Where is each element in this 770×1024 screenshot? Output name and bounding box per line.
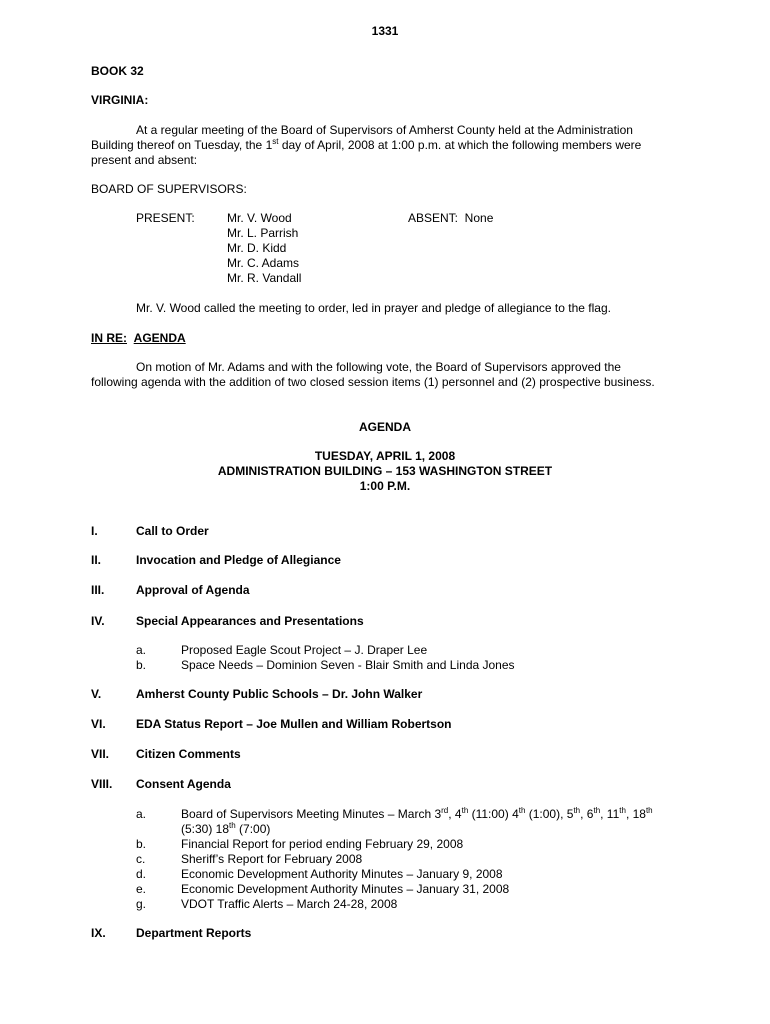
minutes-text: , 4 bbox=[448, 807, 462, 821]
sub-item-text: Sheriff’s Report for February 2008 bbox=[181, 852, 363, 866]
ordinal-sup: th bbox=[573, 806, 581, 815]
book-label: BOOK 32 bbox=[91, 64, 144, 78]
ordinal-sup: th bbox=[229, 821, 236, 830]
intro-text-2: day of April, 2008 at 1:00 p.m. at which the following members were present and absent: bbox=[91, 138, 642, 167]
ordinal-sup: th bbox=[645, 806, 653, 815]
in-re-heading bbox=[91, 331, 186, 346]
state-label: VIRGINIA: bbox=[91, 93, 149, 107]
sub-item-text: Space Needs – Dominion Seven - Blair Smith and Linda Jones bbox=[181, 658, 515, 672]
board-heading: BOARD OF SUPERVISORS: bbox=[91, 182, 247, 196]
minutes-text: (1:00), 5 bbox=[525, 807, 574, 821]
agenda-item-title: Consent Agenda bbox=[136, 777, 231, 791]
ordinal-sup: th bbox=[619, 806, 626, 815]
ordinal-sup: th bbox=[593, 806, 601, 815]
call-to-order-text: Mr. V. Wood called the meeting to order, led in prayer and pledge of allegiance to the flag. bbox=[136, 301, 611, 315]
sub-item-letter: g. bbox=[136, 897, 147, 911]
agenda-item-title: Invocation and Pledge of Allegiance bbox=[136, 553, 341, 567]
sub-item-letter: c. bbox=[136, 852, 146, 866]
intro-paragraph bbox=[91, 123, 671, 168]
minutes-text: (7:00) bbox=[235, 822, 271, 836]
sub-item-text: Economic Development Authority Minutes – January 31, 2008 bbox=[181, 882, 510, 896]
sub-item-letter: d. bbox=[136, 867, 147, 881]
agenda-title: AGENDA bbox=[358, 420, 411, 434]
sub-item-text: Economic Development Authority Minutes – January 9, 2008 bbox=[181, 867, 503, 881]
agenda-item-number: IX. bbox=[91, 926, 106, 940]
ordinal-sup: th bbox=[461, 806, 469, 815]
present-member: Mr. D. Kidd bbox=[227, 241, 287, 255]
present-member: Mr. R. Vandall bbox=[227, 271, 302, 285]
intro-sup: st bbox=[272, 137, 279, 146]
in-re-label: IN RE: bbox=[91, 331, 127, 345]
present-member: Mr. L. Parrish bbox=[227, 226, 299, 240]
in-re-topic: AGENDA bbox=[133, 331, 186, 345]
agenda-item-title: EDA Status Report – Joe Mullen and William Robertson bbox=[136, 717, 452, 731]
agenda-location: ADMINISTRATION BUILDING – 153 WASHINGTON STREET bbox=[217, 464, 553, 478]
present-member: Mr. V. Wood bbox=[227, 211, 292, 225]
agenda-item-title: Approval of Agenda bbox=[136, 583, 250, 597]
motion-paragraph: On motion of Mr. Adams and with the following vote, the Board of Supervisors approved the following agenda with the addition of two closed session items (1) personnel and (2) prospective business. bbox=[91, 360, 655, 389]
agenda-item-number: VIII. bbox=[91, 777, 113, 791]
minutes-text: , 6 bbox=[580, 807, 594, 821]
agenda-item-title: Citizen Comments bbox=[136, 747, 241, 761]
sub-item-text: VDOT Traffic Alerts – March 24-28, 2008 bbox=[181, 897, 398, 911]
sub-item-letter: a. bbox=[136, 643, 147, 657]
sub-item-letter: a. bbox=[136, 807, 147, 821]
agenda-item-title: Department Reports bbox=[136, 926, 252, 940]
agenda-date: TUESDAY, APRIL 1, 2008 bbox=[314, 449, 456, 463]
agenda-item-number: III. bbox=[91, 583, 105, 597]
intro-text-1: At a regular meeting of the Board of Supervisors of Amherst County held at the Administration Building thereof on Tuesday, the 1 bbox=[91, 123, 633, 152]
minutes-text: Board of Supervisors Meeting Minutes – March 3 bbox=[181, 807, 442, 821]
agenda-item-title: Call to Order bbox=[136, 524, 209, 538]
agenda-item-number: VII. bbox=[91, 747, 110, 761]
page-number: 1331 bbox=[371, 24, 399, 38]
agenda-time: 1:00 P.M. bbox=[359, 479, 411, 493]
agenda-item-number: VI. bbox=[91, 717, 106, 731]
agenda-item-title: Amherst County Public Schools – Dr. John Walker bbox=[136, 687, 423, 701]
ordinal-sup: rd bbox=[441, 806, 449, 815]
minutes-text: (11:00) 4 bbox=[468, 807, 519, 821]
minutes-dates-line-2 bbox=[181, 822, 270, 837]
sub-item-text: Proposed Eagle Scout Project – J. Draper Lee bbox=[181, 643, 428, 657]
absent-text: ABSENT: None bbox=[408, 211, 494, 225]
sub-item-letter: e. bbox=[136, 882, 147, 896]
ordinal-sup: th bbox=[518, 806, 526, 815]
minutes-text: , 18 bbox=[625, 807, 646, 821]
minutes-text: (5:30) 18 bbox=[181, 822, 230, 836]
minutes-text: , 11 bbox=[600, 807, 620, 821]
present-member: Mr. C. Adams bbox=[227, 256, 300, 270]
agenda-item-title: Special Appearances and Presentations bbox=[136, 614, 364, 628]
sub-item-letter: b. bbox=[136, 837, 147, 851]
present-label: PRESENT: bbox=[136, 211, 195, 225]
minutes-dates-line bbox=[181, 807, 653, 822]
agenda-item-number: I. bbox=[91, 524, 98, 538]
sub-item-letter: b. bbox=[136, 658, 147, 672]
agenda-item-number: IV. bbox=[91, 614, 105, 628]
sub-item-text: Financial Report for period ending February 29, 2008 bbox=[181, 837, 464, 851]
agenda-item-number: II. bbox=[91, 553, 102, 567]
agenda-item-number: V. bbox=[91, 687, 102, 701]
